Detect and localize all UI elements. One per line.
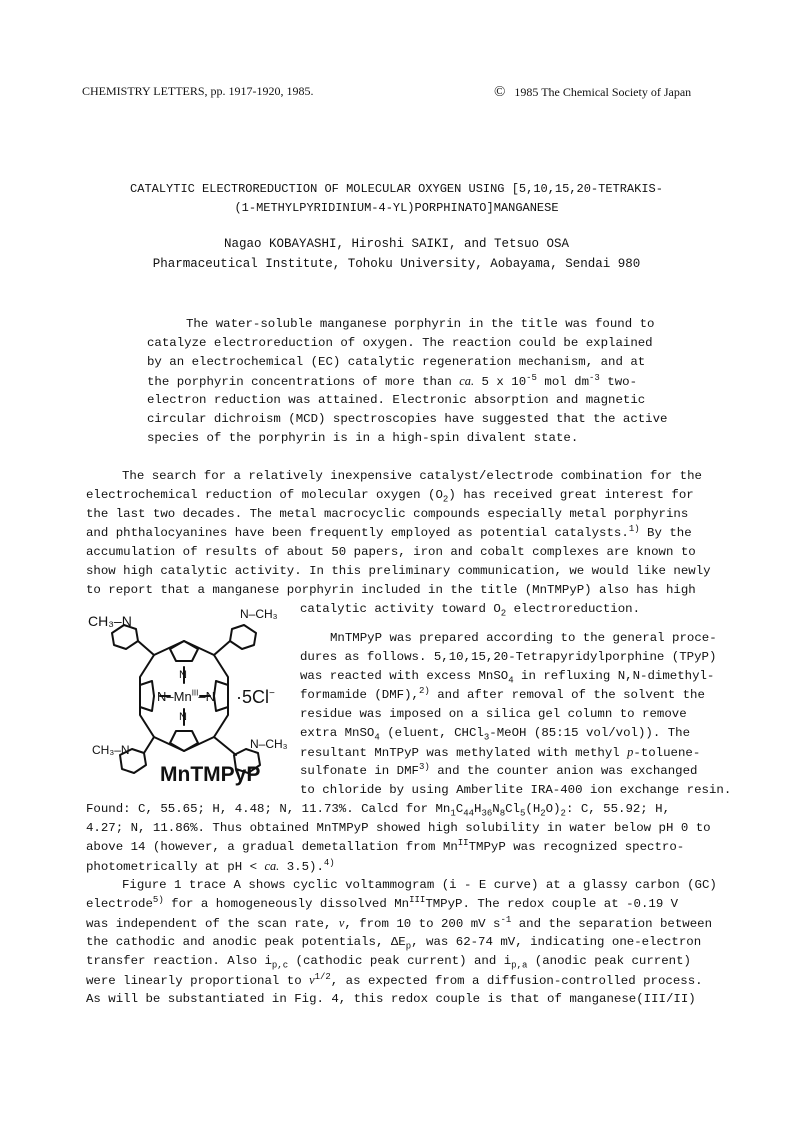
body-line: Figure 1 trace A shows cyclic voltammogram (i - E curve) at a glassy carbon (GC) bbox=[122, 878, 717, 892]
body-line: MnTMPyP was prepared according to the general proce- bbox=[330, 631, 717, 645]
copyright-line bbox=[494, 84, 691, 101]
abstract-line: species of the porphyrin is in a high-spin divalent state. bbox=[147, 431, 579, 445]
abstract-line: the porphyrin concentrations of more than ca. 5 x $10^{-5}$ mol $dm^{-3}$ two- bbox=[147, 372, 638, 389]
body-line: transfer reaction. Also $i_{p,c}$ (cathodic peak current) and $i_{p,a}$ (anodic peak current) bbox=[86, 954, 691, 971]
body-line: Found: C, 55.65; H, 4.48; N, 11.73%. Calcd for $Mn_1C_{44}H_{36}N_8Cl_5(H_2O)_2$: C, 55.92; H, bbox=[86, 802, 671, 819]
paper-title-line-2: (1-METHYLPYRIDINIUM-4-YL)PORPHINATO]MANGANESE bbox=[234, 201, 559, 215]
author-names: Nagao KOBAYASHI, Hiroshi SAIKI, and Tetsuo OSA bbox=[223, 237, 570, 251]
body-line: photometrically at pH < ca. 3.5).$^{4)}$ bbox=[86, 857, 335, 874]
manganese-center: $N-Mn^{III}-N$ bbox=[157, 688, 215, 704]
body-line: formamide (DMF),$^{2)}$ and after removal of the solvent the bbox=[300, 685, 705, 702]
body-line: the last two decades. The metal macrocyclic compounds especially metal porphyrins bbox=[86, 507, 689, 521]
abstract-line: electron reduction was attained. Electronic absorption and magnetic bbox=[147, 393, 646, 407]
methyl-pyridinium-top-left: CH₃–N bbox=[88, 613, 132, 629]
affiliation: Pharmaceutical Institute, Tohoku University, Aobayama, Sendai 980 bbox=[152, 257, 641, 271]
journal-citation: CHEMISTRY LETTERS, pp. 1917-1920, 1985. bbox=[82, 84, 314, 98]
abstract-line: The water-soluble manganese porphyrin in the title was found to bbox=[186, 317, 655, 331]
methyl-pyridinium-bottom-right: N–CH₃ bbox=[250, 737, 288, 751]
nitrogen-top: N bbox=[179, 669, 187, 681]
body-line: As will be substantiated in Fig. 4, this redox couple is that of manganese(III/II) bbox=[86, 992, 696, 1006]
body-line: were linearly proportional to $v^{1/2}$, as expected from a diffusion-controlled process. bbox=[86, 971, 703, 988]
body-line: to chloride by using Amberlite IRA-400 ion exchange resin. bbox=[300, 783, 732, 797]
methyl-pyridinium-bottom-left: CH₃–N bbox=[92, 743, 130, 757]
compound-label: MnTMPyP bbox=[160, 763, 261, 786]
body-line: sulfonate in DMF$^{3)}$ and the counter anion was exchanged bbox=[300, 761, 698, 778]
body-line: accumulation of results of about 50 papers, iron and cobalt complexes are known to bbox=[86, 545, 696, 559]
body-line: electrode$^{5)}$ for a homogeneously dissolved $Mn^{III}TMPyP$. The redox couple at -0.19 V bbox=[86, 894, 679, 911]
abstract-line: by an electrochemical (EC) catalytic regeneration mechanism, and at bbox=[147, 355, 646, 369]
body-line: residue was imposed on a silica gel column to remove bbox=[300, 707, 687, 721]
body-line: The search for a relatively inexpensive catalyst/electrode combination for the bbox=[122, 469, 702, 483]
nitrogen-bottom: N bbox=[179, 711, 187, 723]
body-line: extra MnSO$_4$ (eluent, CHCl$_3$-MeOH (85:15 vol/vol)). The bbox=[300, 726, 691, 743]
body-line: above 14 (however, a gradual demetallation from $Mn^{II}TMPyP$ was recognized spectro- bbox=[86, 837, 685, 854]
body-line: was reacted with excess MnSO$_4$ in refluxing N,N-dimethyl- bbox=[300, 669, 715, 686]
porphyrin-structure-figure bbox=[82, 605, 294, 795]
copyright-symbol: © bbox=[494, 84, 506, 100]
methyl-pyridinium-top-right: N–CH₃ bbox=[240, 607, 278, 621]
body-line: catalytic activity toward $O_2$ electroreduction. bbox=[300, 602, 641, 619]
body-line: show high catalytic activity. In this preliminary communication, we would like newly bbox=[86, 564, 711, 578]
body-line: dures as follows. 5,10,15,20-Tetrapyridylporphine (TPyP) bbox=[300, 650, 717, 664]
abstract-line: circular dichroism (MCD) spectroscopies have suggested that the active bbox=[147, 412, 668, 426]
body-line: and phthalocyanines have been frequently employed as potential catalysts.$^{1)}$ By the bbox=[86, 523, 692, 540]
abstract-line: catalyze electroreduction of oxygen. The reaction could be explained bbox=[147, 336, 653, 350]
paper-title-line-1: CATALYTIC ELECTROREDUCTION OF MOLECULAR OXYGEN USING [5,10,15,20-TETRAKIS- bbox=[130, 182, 663, 196]
body-line: was independent of the scan rate, v, from 10 to 200 mV $s^{-1}$ and the separation between bbox=[86, 914, 713, 931]
copyright-text: 1985 The Chemical Society of Japan bbox=[514, 85, 692, 99]
body-line: to report that a manganese porphyrin included in the title (MnTMPyP) also has high bbox=[86, 583, 696, 597]
chloride-counterion: ·5Cl− bbox=[236, 687, 275, 707]
body-line: resultant MnTPyP was methylated with methyl p-toluene- bbox=[300, 745, 701, 760]
body-line: the cathodic and anodic peak potentials, $\Delta E_p$, was 62-74 mV, indicating one-electron bbox=[86, 935, 702, 952]
body-line: electrochemical reduction of molecular oxygen $(O_2)$ has received great interest for bbox=[86, 488, 694, 505]
body-line: 4.27; N, 11.86%. Thus obtained MnTMPyP showed high solubility in water below pH 0 to bbox=[86, 821, 711, 835]
